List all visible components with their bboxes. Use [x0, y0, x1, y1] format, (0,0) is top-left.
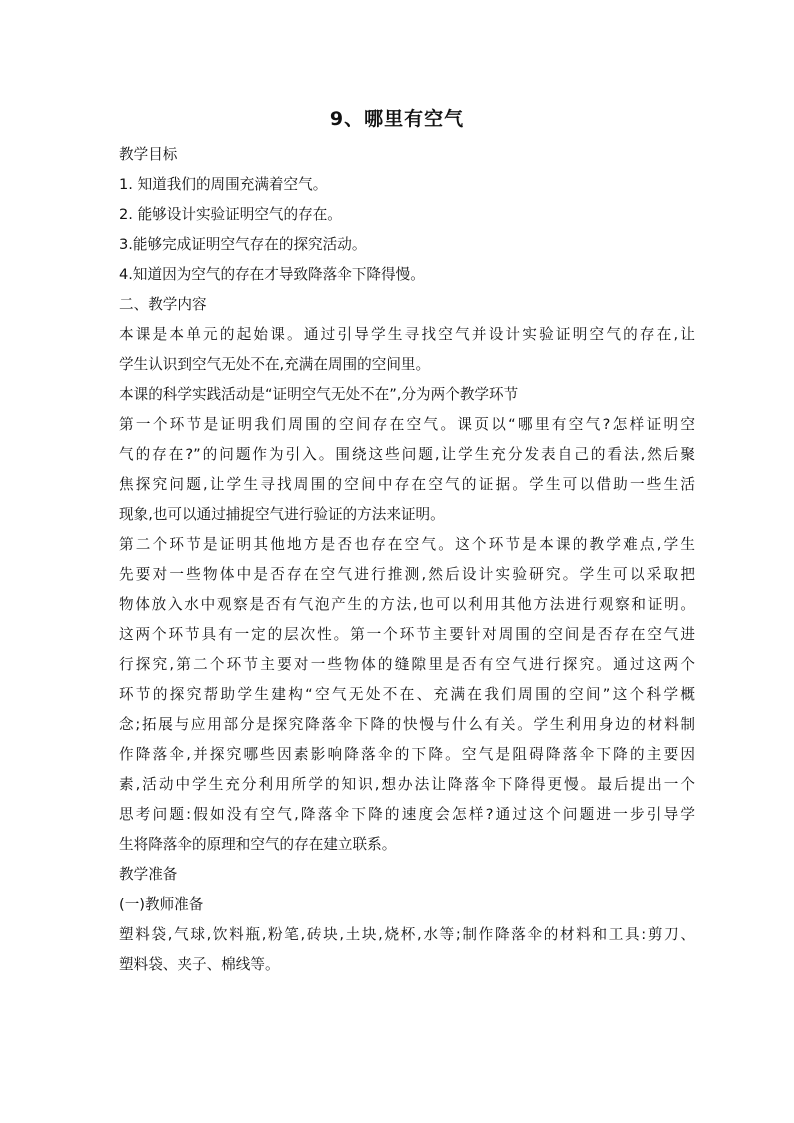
paragraph-line: 本课的科学实践活动是“证明空气无处不在”,分为两个教学环节 — [119, 386, 519, 403]
paragraph-line: 环节的探究帮助学生建构“空气无处不在、充满在我们周围的空间”这个科学概 — [119, 686, 695, 703]
paragraph-line: 念;拓展与应用部分是探究降落伞下降的快慢与什么有关。学生利用身边的材料制 — [119, 716, 695, 733]
paragraph-line: 焦探究问题,让学生寻找周围的空间中存在空气的证据。学生可以借助一些生活 — [119, 476, 695, 493]
paragraph-line: 思考问题:假如没有空气,降落伞下降的速度会怎样?通过这个问题进一步引导学 — [119, 806, 695, 823]
paragraph-line: 作降落伞,并探究哪些因素影响降落伞的下降。空气是阻碍降落伞下降的主要因 — [119, 746, 695, 763]
paragraph-line: 塑料袋,气球,饮料瓶,粉笔,砖块,土块,烧杯,水等;制作降落伞的材料和工具:剪刀、 — [119, 926, 695, 943]
heading-teaching-goals: 教学目标 — [119, 146, 178, 163]
heading-teacher-preparation: (一)教师准备 — [119, 896, 204, 913]
goal-item: 2. 能够设计实验证明空气的存在。 — [119, 206, 342, 223]
paragraph-line: 本课是本单元的起始课。通过引导学生寻找空气并设计实验证明空气的存在,让 — [119, 326, 695, 343]
paragraph-line: 学生认识到空气无处不在,充满在周围的空间里。 — [119, 356, 431, 373]
paragraph-line: 素,活动中学生充分利用所学的知识,想办法让降落伞下降得更慢。最后提出一个 — [119, 776, 695, 793]
paragraph-line: 物体放入水中观察是否有气泡产生的方法,也可以利用其他方法进行观察和证明。 — [119, 596, 695, 613]
paragraph-line: 现象,也可以通过捕捉空气进行验证的方法来证明。 — [119, 506, 445, 523]
heading-teaching-preparation: 教学准备 — [119, 866, 178, 883]
document-title: 9、哪里有空气 — [329, 108, 465, 130]
paragraph-line: 行探究,第二个环节主要对一些物体的缝隙里是否有空气进行探究。通过这两个 — [119, 656, 695, 673]
paragraph-line: 生将降落伞的原理和空气的存在建立联系。 — [119, 836, 397, 853]
paragraph-line: 第一个环节是证明我们周围的空间存在空气。课页以“哪里有空气?怎样证明空 — [119, 416, 695, 433]
goal-item: 4.知道因为空气的存在才导致降落伞下降得慢。 — [119, 266, 425, 283]
paragraph-line: 这两个环节具有一定的层次性。第一个环节主要针对周围的空间是否存在空气进 — [119, 626, 695, 643]
document-body — [119, 140, 695, 980]
paragraph-line: 先要对一些物体中是否存在空气进行推测,然后设计实验研究。学生可以采取把 — [119, 566, 695, 583]
paragraph-line: 第二个环节是证明其他地方是否也存在空气。这个环节是本课的教学难点,学生 — [119, 536, 695, 553]
goal-item: 3.能够完成证明空气存在的探究活动。 — [119, 236, 367, 253]
goal-item: 1. 知道我们的周围充满着空气。 — [119, 176, 328, 193]
paragraph-line: 塑料袋、夹子、棉线等。 — [119, 956, 280, 973]
heading-teaching-content: 二、教学内容 — [119, 296, 207, 313]
paragraph-line: 气的存在?”的问题作为引入。围绕这些问题,让学生充分发表自己的看法,然后聚 — [119, 446, 695, 463]
